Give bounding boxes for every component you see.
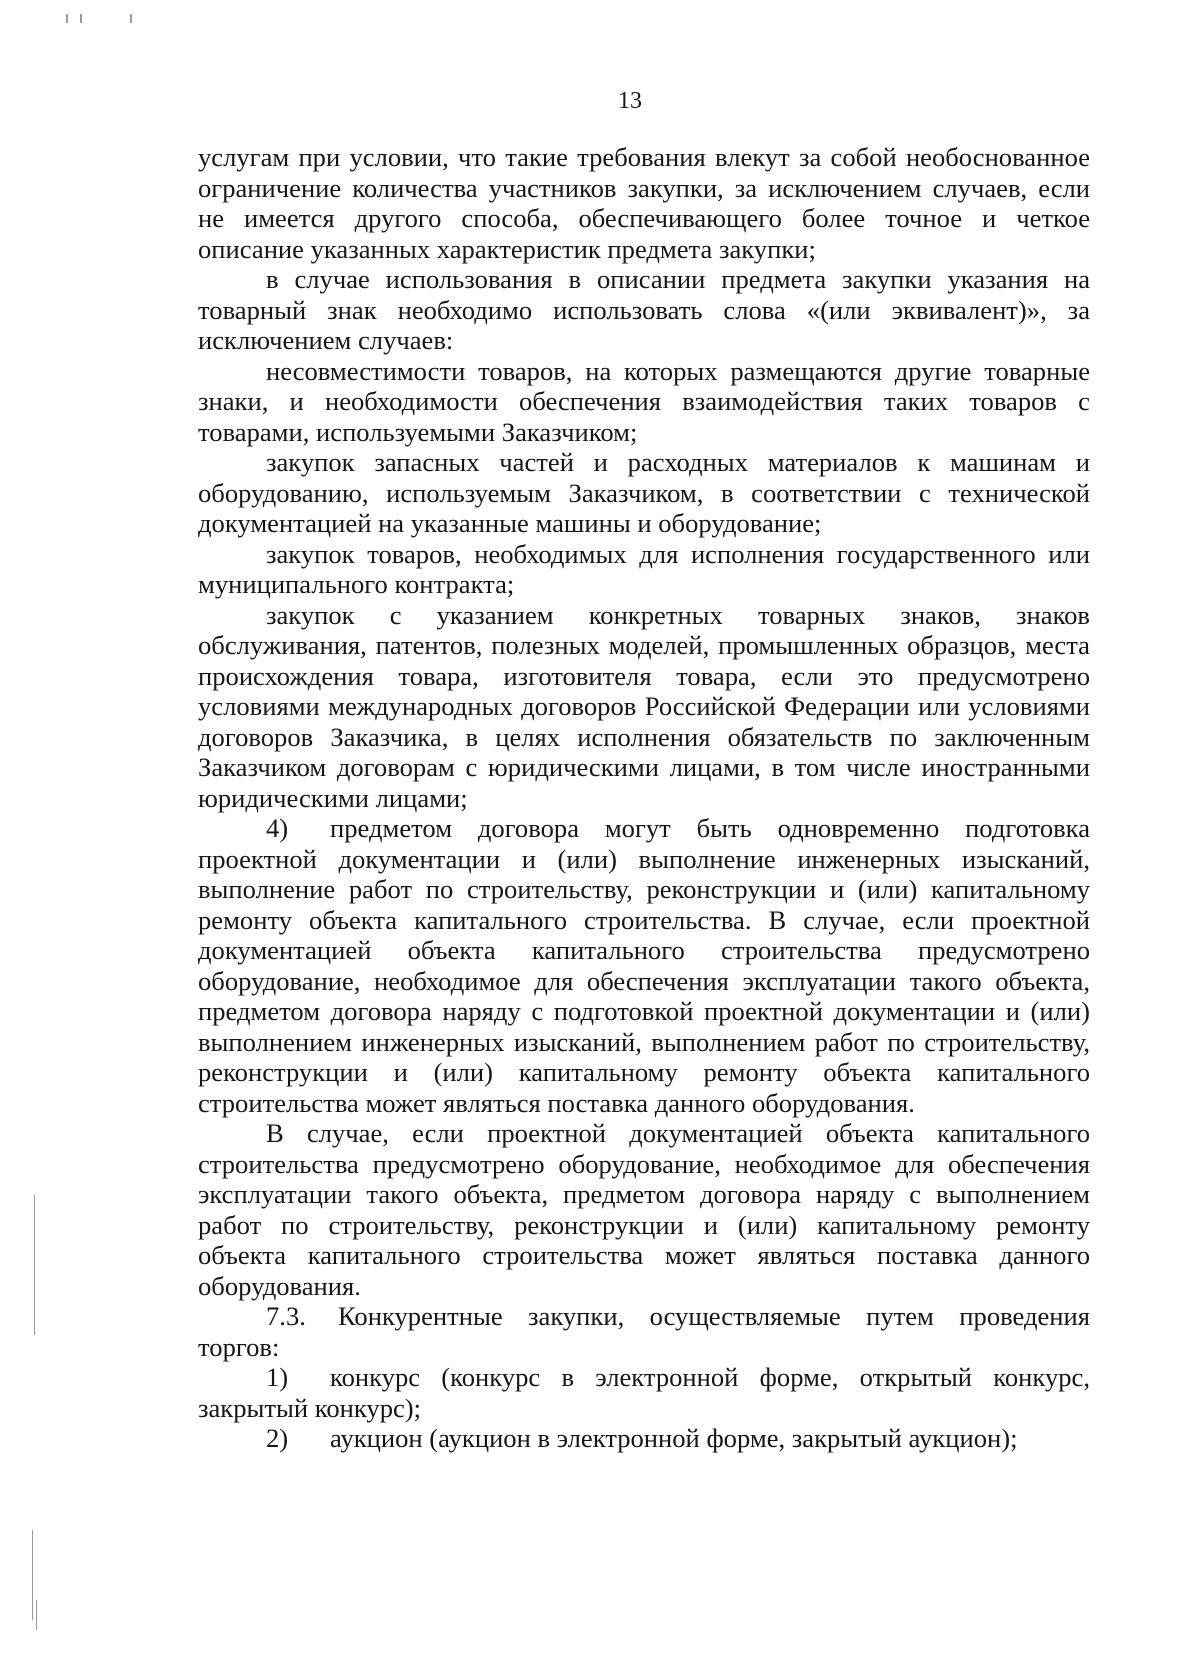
scan-mark-left-2 bbox=[32, 1530, 33, 1620]
paragraph-2 bbox=[198, 264, 1090, 356]
paragraph-text: несовместимости товаров, на которых размещаются другие товарные знаки, и необходимости обеспечения взаимодействия таких товаров с товарами, используемыми Заказчиком; bbox=[198, 355, 1090, 447]
paragraph-11 bbox=[198, 1423, 1090, 1454]
paragraph-10 bbox=[198, 1362, 1090, 1423]
paragraph-4 bbox=[198, 447, 1090, 539]
page-number: 13 bbox=[618, 88, 642, 114]
paragraph-text: Конкурентные закупки, осуществляемые путем проведения торгов: bbox=[198, 1301, 1090, 1362]
paragraph-3 bbox=[198, 356, 1090, 448]
paragraph-1 bbox=[198, 142, 1090, 264]
scan-mark-left-3 bbox=[36, 1600, 37, 1630]
list-number: 2) bbox=[266, 1423, 289, 1453]
list-number: 1) bbox=[266, 1362, 289, 1392]
list-number: 4) bbox=[266, 813, 289, 843]
document-body bbox=[198, 142, 1090, 1454]
paragraph-8 bbox=[198, 1118, 1090, 1301]
paragraph-7 bbox=[198, 813, 1090, 1118]
paragraph-text: аукцион (аукцион в электронной форме, закрытый аукцион); bbox=[330, 1423, 1018, 1453]
paragraph-text: закупок запасных частей и расходных материалов к машинам и оборудованию, используемым Заказчиком, в соответствии с технической документацией на указанные машины и оборудование; bbox=[198, 447, 1090, 538]
paragraph-9 bbox=[198, 1301, 1090, 1362]
paragraph-6 bbox=[198, 600, 1090, 814]
scan-mark-left-1 bbox=[34, 1195, 35, 1335]
paragraph-text: предметом договора могут быть одновременно подготовка проектной документации и (или) выполнение инженерных изысканий, выполнение работ по строительству, реконструкции и (или) капитальному ремонту объекта капитального строительства. В случае, если проектной документацией объекта капитального строительства предусмотрено оборудование, необходимое для обеспечения эксплуатации такого объекта, предметом договора наряду с подготовкой проектной документации и (или) выполнением инженерных изысканий, выполнением работ по строительству, реконструкции и (или) капитальному ремонту объекта капитального строительства может являться поставка данного оборудования. bbox=[198, 813, 1090, 1118]
paragraph-text: услугам при условии, что такие требования влекут за собой необоснованное ограничение количества участников закупки, за исключением случаев, если не имеется другого способа, обеспечивающего более точное и четкое описание указанных характеристик предмета закупки; bbox=[198, 142, 1090, 264]
paragraph-text: В случае, если проектной документацией объекта капитального строительства предусмотрено оборудование, необходимое для обеспечения эксплуатации такого объекта, предметом договора наряду с выполнением работ по строительству, реконструкции и (или) капитальному ремонту объекта капитального строительства может являться поставка данного оборудования. bbox=[198, 1118, 1090, 1301]
scan-mark-top-2 bbox=[80, 14, 82, 23]
paragraph-text: закупок товаров, необходимых для исполнения государственного или муниципального контракта; bbox=[198, 538, 1090, 599]
section-number: 7.3. bbox=[266, 1301, 306, 1331]
scan-mark-top-1 bbox=[66, 14, 68, 23]
scan-mark-top-3 bbox=[130, 14, 132, 23]
paragraph-5 bbox=[198, 539, 1090, 600]
paragraph-text: в случае использования в описании предмета закупки указания на товарный знак необходимо использовать слова «(или эквивалент)», за исключением случаев: bbox=[198, 264, 1090, 355]
paragraph-text: конкурс (конкурс в электронной форме, открытый конкурс, закрытый конкурс); bbox=[198, 1362, 1090, 1423]
paragraph-text: закупок с указанием конкретных товарных знаков, знаков обслуживания, патентов, полезных моделей, промышленных образцов, места происхождения товара, изготовителя товара, если это предусмотрено условиями международных договоров Российской Федерации или условиями договоров Заказчика, в целях исполнения обязательств по заключенным Заказчиком договорам с юридическими лицами, в том числе иностранными юридическими лицами; bbox=[198, 599, 1090, 813]
